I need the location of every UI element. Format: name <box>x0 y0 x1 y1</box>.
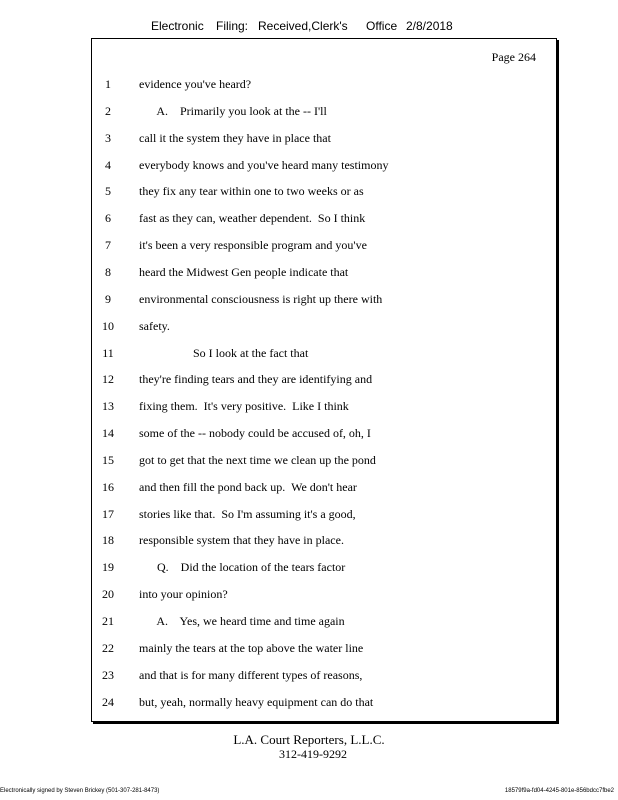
line-text: Q. Did the location of the tears factor <box>139 560 346 575</box>
transcript-line <box>92 695 556 715</box>
line-number: 17 <box>102 506 114 521</box>
line-number: 1 <box>105 77 111 91</box>
line-number: 13 <box>102 399 114 414</box>
line-number: 20 <box>102 587 114 602</box>
transcript-line <box>92 668 556 688</box>
document-hash: 18579f9a-fd04-4245-801e-856bdcc7fbe2 <box>504 788 614 794</box>
transcript-line <box>92 480 556 500</box>
transcript-line <box>92 77 556 97</box>
transcript-line <box>92 426 556 446</box>
transcript-line <box>92 292 556 312</box>
line-text: fixing them. It's very positive. Like I think <box>139 399 349 414</box>
line-text: environmental consciousness is right up there with <box>139 291 383 306</box>
footer-phone: 312-419-9292 <box>279 747 347 761</box>
transcript-lines <box>92 39 556 721</box>
transcript-line <box>92 641 556 661</box>
footer-company: L.A. Court Reporters, L.L.C. <box>233 732 385 747</box>
line-number: 21 <box>102 614 114 628</box>
line-text: evidence you've heard? <box>139 77 252 91</box>
transcript-line <box>92 614 556 634</box>
line-number: 9 <box>105 291 111 306</box>
line-number: 3 <box>105 130 111 145</box>
transcript-line <box>92 131 556 151</box>
line-number: 22 <box>102 640 114 655</box>
line-text: fast as they can, weather dependent. So I think <box>139 211 366 226</box>
transcript-line <box>92 453 556 473</box>
transcript-line <box>92 238 556 258</box>
electronic-signature: Electronically signed by Steven Brickey (501-307-281-8473) <box>0 788 160 794</box>
line-text: got to get that the next time we clean up the pond <box>139 452 376 467</box>
transcript-line <box>92 533 556 553</box>
line-number: 15 <box>102 452 114 467</box>
line-number: 7 <box>105 238 111 253</box>
transcript-line <box>92 158 556 178</box>
line-text: So I look at the fact that <box>139 345 309 360</box>
line-number: 14 <box>102 426 114 441</box>
filing-header-filing: Filing: <box>216 19 249 33</box>
line-number: 24 <box>102 694 114 709</box>
filing-header <box>0 19 618 37</box>
line-text: but, yeah, normally heavy equipment can do that <box>139 694 374 709</box>
line-text: heard the Midwest Gen people indicate that <box>139 264 349 279</box>
line-text: A. Primarily you look at the -- I'll <box>139 103 327 118</box>
transcript-line <box>92 372 556 392</box>
line-text: stories like that. So I'm assuming it's a good, <box>139 506 356 521</box>
line-text: and that is for many different types of reasons, <box>139 667 363 682</box>
line-text: responsible system that they have in place. <box>139 533 344 548</box>
transcript-page <box>91 38 557 722</box>
line-number: 2 <box>105 103 111 118</box>
line-text: call it the system they have in place that <box>139 130 331 145</box>
filing-header-date: 2/8/2018 <box>406 19 453 33</box>
line-number: 11 <box>102 345 114 360</box>
transcript-line <box>92 265 556 285</box>
transcript-line <box>92 587 556 607</box>
line-number: 12 <box>102 372 114 387</box>
page-number: Page 264 <box>491 50 536 64</box>
transcript-line <box>92 104 556 124</box>
line-text: into your opinion? <box>139 587 228 602</box>
line-text: mainly the tears at the top above the water line <box>139 640 364 655</box>
transcript-line <box>92 560 556 580</box>
line-text: they fix any tear within one to two weeks or as <box>139 184 364 199</box>
line-number: 18 <box>102 533 114 548</box>
transcript-line <box>92 211 556 231</box>
transcript-line <box>92 346 556 366</box>
transcript-line <box>92 399 556 419</box>
line-number: 19 <box>102 560 114 575</box>
line-text: everybody knows and you've heard many testimony <box>139 157 389 172</box>
transcript-line <box>92 184 556 204</box>
line-number: 4 <box>105 157 111 172</box>
line-number: 8 <box>105 264 111 279</box>
line-text: some of the -- nobody could be accused of, oh, I <box>139 426 371 441</box>
filing-header-received: Received,Clerk's <box>258 19 348 33</box>
transcript-line <box>92 319 556 339</box>
line-text: A. Yes, we heard time and time again <box>139 614 345 628</box>
filing-header-electronic: Electronic <box>151 19 204 33</box>
line-number: 23 <box>102 667 114 682</box>
line-text: and then fill the pond back up. We don't hear <box>139 479 357 494</box>
line-number: 16 <box>102 479 114 494</box>
line-number: 6 <box>105 211 111 226</box>
transcript-line <box>92 507 556 527</box>
line-number: 5 <box>105 184 111 199</box>
line-text: safety. <box>139 318 170 333</box>
line-text: they're finding tears and they are identifying and <box>139 372 373 387</box>
filing-header-office: Office <box>366 19 398 33</box>
line-number: 10 <box>102 318 114 333</box>
line-text: it's been a very responsible program and you've <box>139 238 367 253</box>
